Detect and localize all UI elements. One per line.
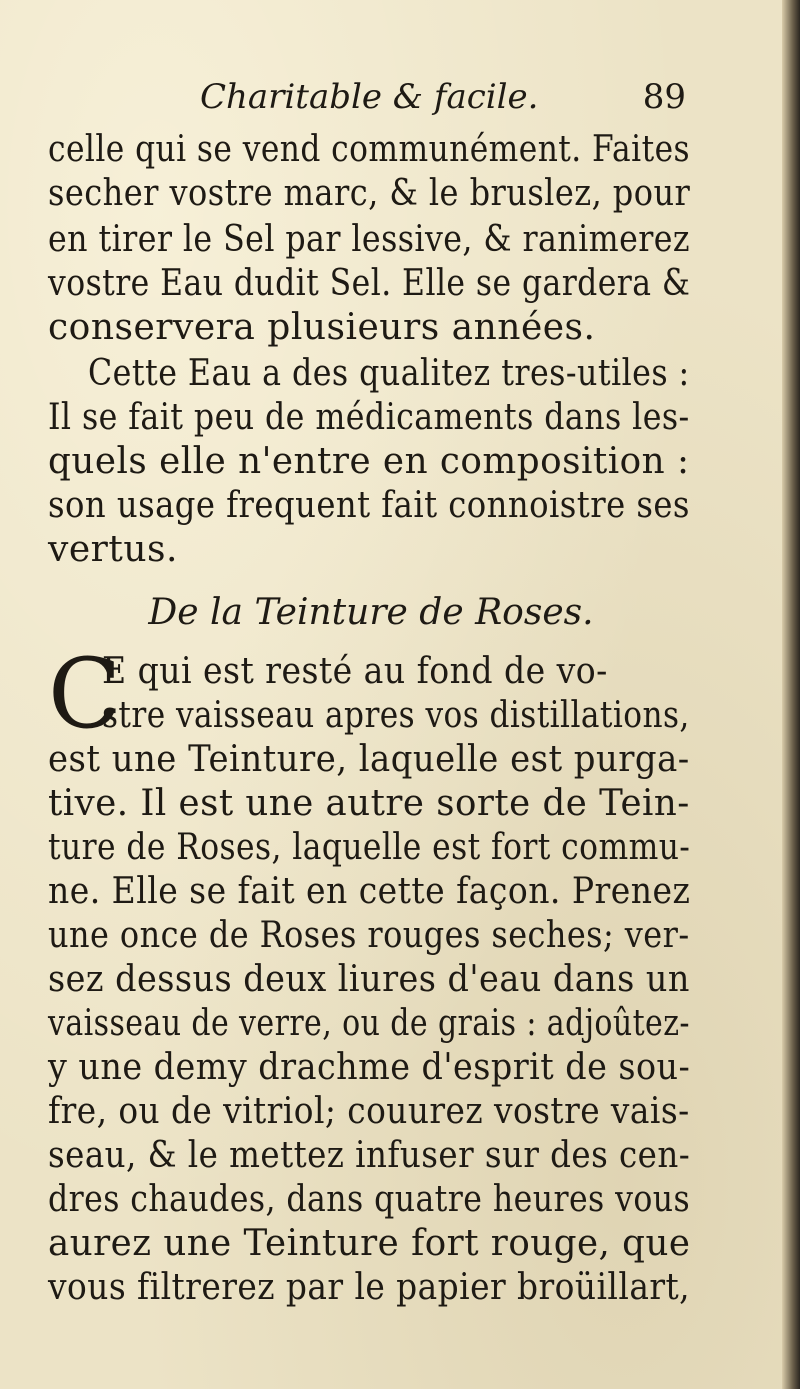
text-line: sez dessus deux liures d'eau dans un xyxy=(48,959,690,1000)
text-line: tive. Il est une autre sorte de Tein- xyxy=(48,783,690,824)
drop-cap: C xyxy=(48,638,122,750)
section-title: De la Teinture de Roses. xyxy=(148,592,594,633)
text-line: conservera plusieurs années. xyxy=(48,307,596,348)
text-line: vertus. xyxy=(48,529,178,570)
text-line: vous filtrerez par le papier broüillart, xyxy=(48,1267,691,1308)
text-line: vostre Eau dudit Sel. Elle se gardera & xyxy=(48,263,691,304)
text-line: Il se fait peu de médicaments dans les- xyxy=(48,397,690,438)
text-line: ture de Roses, laquelle est fort commu- xyxy=(48,827,691,868)
text-line: seau, & le mettez infuser sur des cen- xyxy=(48,1135,691,1176)
text-line: son usage frequent fait connoistre ses xyxy=(48,485,690,526)
text-line: E qui est resté au fond de vo- xyxy=(102,651,608,692)
text-line: aurez une Teinture fort rouge, que xyxy=(48,1223,691,1264)
text-line: vaisseau de verre, ou de grais : adjoûtez- xyxy=(48,1003,690,1044)
page-header xyxy=(200,72,686,122)
page-edge-shadow xyxy=(782,0,800,1389)
text-line: stre vaisseau apres vos distillations, xyxy=(102,695,690,736)
text-line: Cette Eau a des qualitez tres-utiles : xyxy=(88,353,690,394)
text-line: quels elle n'entre en composition : xyxy=(48,441,690,482)
page-number: 89 xyxy=(642,77,686,117)
text-line: une once de Roses rouges seches; ver- xyxy=(48,915,690,956)
text-line: ne. Elle se fait en cette façon. Prenez xyxy=(48,871,691,912)
text-line: dres chaudes, dans quatre heures vous xyxy=(48,1179,691,1220)
text-line: celle qui se vend communément. Faites xyxy=(48,129,690,170)
text-line: en tirer le Sel par lessive, & ranimerez xyxy=(48,219,691,260)
text-line: fre, ou de vitriol; couurez vostre vais- xyxy=(48,1091,690,1132)
text-line: est une Teinture, laquelle est purga- xyxy=(48,739,690,780)
text-line: secher vostre marc, & le bruslez, pour xyxy=(48,173,691,214)
text-line: y une demy drachme d'esprit de sou- xyxy=(48,1047,691,1088)
running-title: Charitable & facile. xyxy=(200,77,539,117)
